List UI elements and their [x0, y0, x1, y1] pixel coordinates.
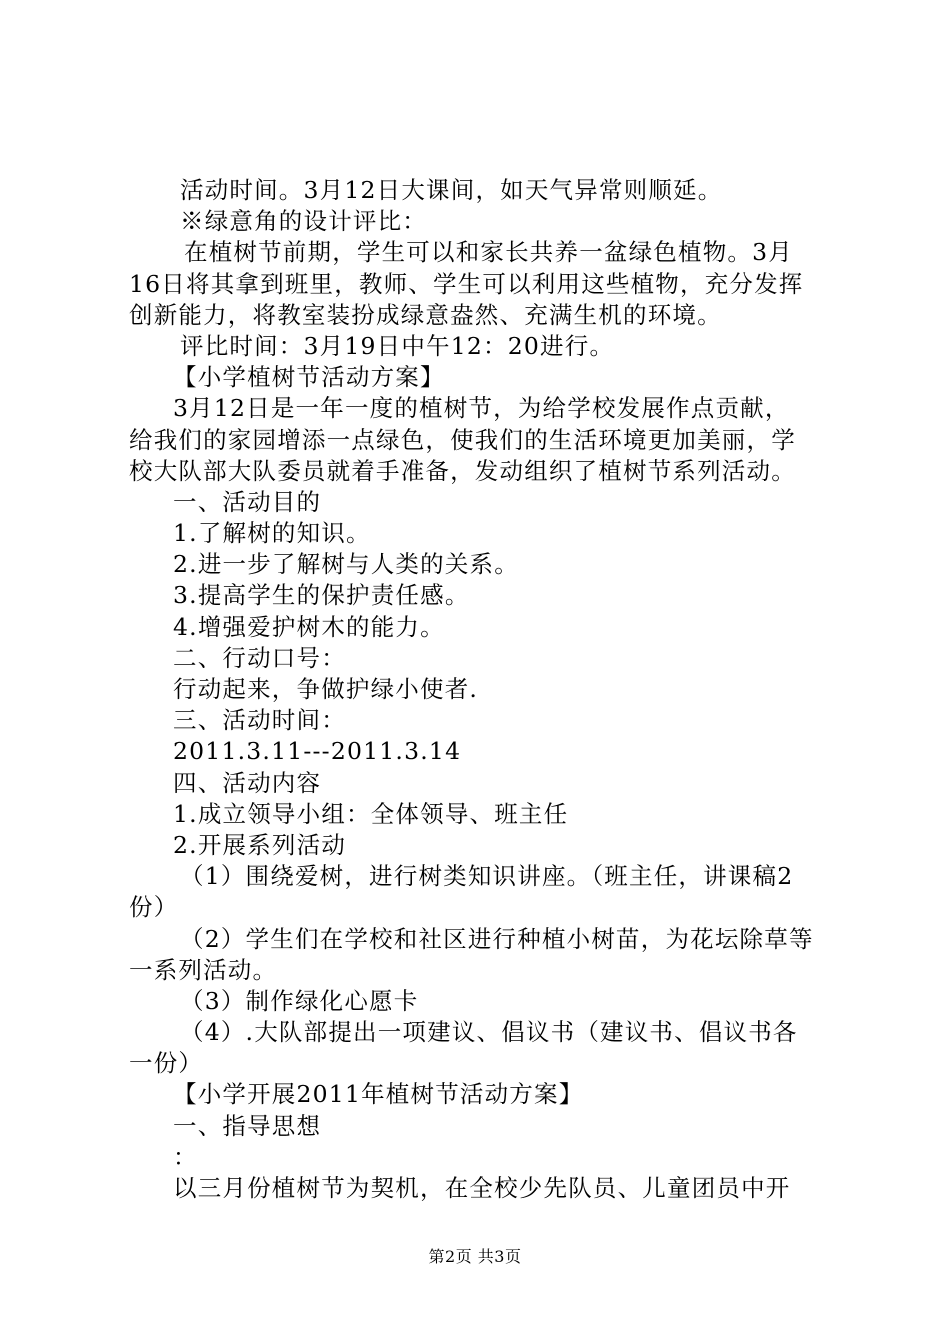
list-item: （3）制作绿化心愿卡 — [180, 986, 419, 1015]
list-item: 2.进一步了解树与人类的关系。 — [173, 550, 519, 579]
document-body — [129, 175, 834, 1204]
text-line: 在植树节前期，学生可以和家长共养一盆绿色植物。3月 — [184, 238, 793, 267]
subsection-heading: 三、活动时间： — [173, 706, 346, 735]
text-line: ※绿意角的设计评比： — [180, 207, 427, 236]
text-line: 行动起来，争做护绿小使者. — [173, 675, 479, 703]
section-heading: 【小学开展2011年植树节活动方案】 — [173, 1080, 584, 1109]
list-item: （4）.大队部提出一项建议、倡议书（建议书、倡议书各 — [180, 1018, 798, 1047]
text-line: 给我们的家园增添一点绿色，使我们的生活环境更加美丽，学 — [129, 425, 796, 454]
list-item: 4.增强爱护树木的能力。 — [173, 612, 445, 641]
text-line: 2011.3.11---2011.3.14 — [173, 737, 462, 766]
text-line: 16日将其拿到班里，教师、学生可以利用这些植物，充分发挥 — [129, 269, 804, 298]
text-line: 活动时间。3月12日大课间，如天气异常则顺延。 — [180, 176, 723, 204]
subsection-heading: 四、活动内容 — [173, 768, 322, 797]
list-item: 3.提高学生的保护责任感。 — [173, 581, 470, 610]
list-item: 1.成立领导小组：全体领导、班主任 — [173, 799, 569, 828]
subsection-heading: 一、活动目的 — [173, 487, 322, 516]
list-item: （1）围绕爱树，进行树类知识讲座。（班主任，讲课稿2 — [180, 862, 794, 891]
text-line: 3月12日是一年一度的植树节，为给学校发展作点贡献， — [173, 394, 790, 423]
subsection-heading: 二、行动口号： — [173, 643, 346, 672]
list-item: （2）学生们在学校和社区进行种植小树苗，为花坛除草等 — [180, 924, 814, 953]
subsection-heading: 一、指导思想 — [173, 1111, 322, 1140]
text-line: 一系列活动。 — [129, 955, 278, 984]
text-line: 份） — [129, 893, 179, 922]
text-line: 校大队部大队委员就着手准备，发动组织了植树节系列活动。 — [129, 456, 796, 485]
section-heading: 【小学植树节活动方案】 — [173, 363, 445, 392]
list-item: 2.开展系列活动 — [173, 830, 347, 859]
text-line: 评比时间：3月19日中午12：20进行。 — [180, 331, 615, 360]
text-line: 以三月份植树节为契机，在全校少先队员、儿童团员中开 — [173, 1174, 791, 1202]
text-line: 创新能力，将教室装扮成绿意盎然、充满生机的环境。 — [129, 300, 722, 329]
page-footer: 第2页 共3页 — [428, 1247, 522, 1266]
text-line: ： — [173, 1142, 198, 1171]
list-item: 1.了解树的知识。 — [173, 519, 371, 548]
text-line: 一份） — [129, 1049, 204, 1078]
